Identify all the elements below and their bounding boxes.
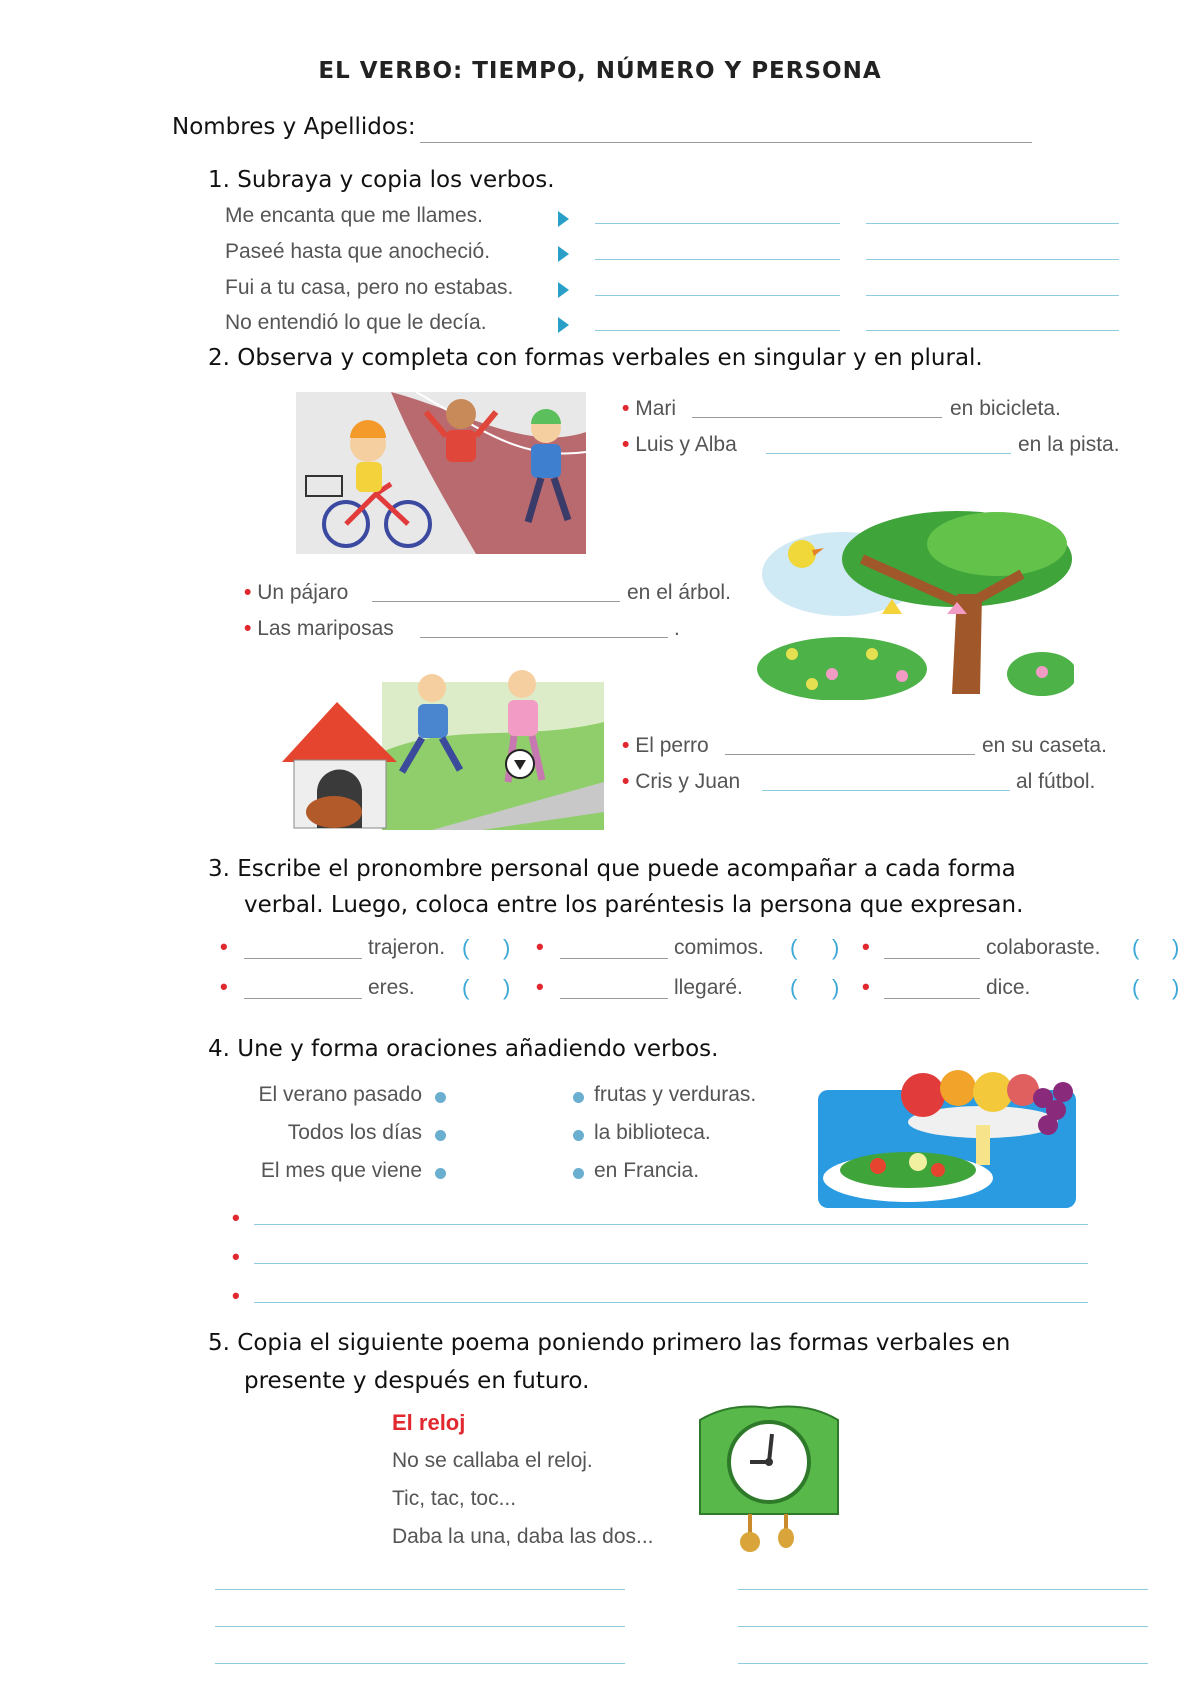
q1-answer-line[interactable] — [595, 259, 840, 260]
q3-pronoun-line[interactable] — [884, 998, 980, 999]
q1-answer-line[interactable] — [595, 223, 840, 224]
q3-paren-open: ( — [1132, 975, 1140, 1000]
q4-left-2: Todos los días — [287, 1121, 422, 1144]
bullet: • — [232, 1283, 240, 1308]
q3-verb: colaboraste. — [986, 936, 1101, 959]
q1-answer-line[interactable] — [866, 259, 1119, 260]
q2-answer-line[interactable] — [692, 417, 942, 418]
q3-verb: comimos. — [674, 936, 764, 959]
bullet: • — [232, 1244, 240, 1269]
q2-bikes-b-start: Luis y Alba — [635, 433, 737, 456]
q1-answer-line[interactable] — [595, 330, 840, 331]
q3-verb: eres. — [368, 976, 415, 999]
q5-heading-line1: 5. Copia el siguiente poema poniendo primero las formas verbales en — [208, 1330, 1011, 1356]
q4-right-3: en Francia. — [594, 1159, 700, 1182]
connector-dot[interactable] — [435, 1130, 446, 1141]
q2-bikes-b-end: en la pista. — [1018, 433, 1120, 456]
q2-bikes-a-start: Mari — [635, 397, 677, 420]
bullet: • — [622, 770, 630, 793]
name-field[interactable] — [420, 142, 1032, 143]
q5-copy-line[interactable] — [738, 1626, 1148, 1627]
q3-verb: dice. — [986, 976, 1031, 999]
q4-sentence-line[interactable] — [254, 1263, 1088, 1264]
q5-copy-line[interactable] — [215, 1626, 625, 1627]
poem-line-1: No se callaba el reloj. — [392, 1449, 593, 1472]
q1-answer-line[interactable] — [866, 295, 1119, 296]
q1-answer-line[interactable] — [595, 295, 840, 296]
q4-sentence-line[interactable] — [254, 1302, 1088, 1303]
bullet: • — [220, 974, 228, 999]
q4-left-1: El verano pasado — [258, 1083, 422, 1106]
page-title: EL VERBO: TIEMPO, NÚMERO Y PERSONA — [318, 58, 882, 84]
q1-arrow-icon — [558, 211, 569, 227]
q3-pronoun-line[interactable] — [560, 998, 668, 999]
bullet: • — [232, 1205, 240, 1230]
cycling-children-illustration — [296, 392, 586, 554]
q1-arrow-icon — [558, 246, 569, 262]
q3-paren-close: ) — [1172, 935, 1180, 960]
q2-answer-line[interactable] — [420, 637, 668, 638]
q2-answer-line[interactable] — [762, 790, 1010, 791]
bullet: • — [220, 934, 228, 959]
q1-sentence-4: No entendió lo que le decía. — [225, 311, 487, 334]
clock-illustration — [690, 1402, 848, 1554]
q3-heading-line1: 3. Escribe el pronombre personal que puede acompañar a cada forma — [208, 856, 1016, 882]
connector-dot[interactable] — [435, 1092, 446, 1103]
q5-heading-line2: presente y después en futuro. — [244, 1368, 590, 1394]
q3-paren-close: ) — [503, 935, 511, 960]
bullet: • — [622, 397, 630, 420]
bullet: • — [622, 433, 630, 456]
q5-copy-line[interactable] — [738, 1589, 1148, 1590]
q2-dog-a-end: en su caseta. — [982, 734, 1107, 757]
q4-heading: 4. Une y forma oraciones añadiendo verbos. — [208, 1036, 719, 1062]
q3-pronoun-line[interactable] — [244, 998, 362, 999]
q1-arrow-icon — [558, 317, 569, 333]
q1-answer-line[interactable] — [866, 330, 1119, 331]
q2-dog-a-start: El perro — [635, 734, 709, 757]
q3-pronoun-line[interactable] — [560, 958, 668, 959]
poem-title: El reloj — [392, 1410, 466, 1435]
q1-heading: 1. Subraya y copia los verbos. — [208, 167, 555, 193]
q2-answer-line[interactable] — [725, 754, 975, 755]
poem-line-3: Daba la una, daba las dos... — [392, 1525, 654, 1548]
q3-pronoun-line[interactable] — [884, 958, 980, 959]
q1-sentence-1: Me encanta que me llames. — [225, 204, 483, 227]
bullet: • — [536, 934, 544, 959]
q3-paren-close: ) — [1172, 975, 1180, 1000]
q1-sentence-2: Paseé hasta que anocheció. — [225, 240, 491, 263]
bullet: • — [244, 617, 252, 640]
q5-copy-line[interactable] — [215, 1663, 625, 1664]
bullet: • — [244, 581, 252, 604]
q3-verb: trajeron. — [368, 936, 446, 959]
q3-paren-open: ( — [790, 935, 798, 960]
connector-dot[interactable] — [573, 1092, 584, 1103]
q2-tree-a-end: en el árbol. — [627, 581, 731, 604]
bullet: • — [862, 934, 870, 959]
q2-heading: 2. Observa y completa con formas verbales en singular y en plural. — [208, 345, 983, 371]
name-label: Nombres y Apellidos: — [172, 114, 416, 140]
q4-sentence-line[interactable] — [254, 1224, 1088, 1225]
q3-heading-line2: verbal. Luego, coloca entre los paréntesis la persona que expresan. — [244, 892, 1024, 918]
q3-verb: llegaré. — [674, 976, 743, 999]
bullet: • — [536, 974, 544, 999]
tree-bird-illustration — [752, 504, 1074, 700]
q4-right-2: la biblioteca. — [594, 1121, 711, 1144]
q3-paren-open: ( — [462, 975, 470, 1000]
q3-paren-close: ) — [832, 935, 840, 960]
connector-dot[interactable] — [435, 1168, 446, 1179]
q5-copy-line[interactable] — [738, 1663, 1148, 1664]
q2-answer-line[interactable] — [766, 453, 1011, 454]
connector-dot[interactable] — [573, 1130, 584, 1141]
fruit-salad-illustration — [818, 1070, 1078, 1208]
q4-right-1: frutas y verduras. — [594, 1083, 757, 1106]
q5-copy-line[interactable] — [215, 1589, 625, 1590]
q3-paren-open: ( — [790, 975, 798, 1000]
q2-dog-b-end: al fútbol. — [1016, 770, 1096, 793]
q3-paren-close: ) — [832, 975, 840, 1000]
bullet: • — [622, 734, 630, 757]
q4-left-3: El mes que viene — [260, 1159, 422, 1182]
q2-tree-b-start: Las mariposas — [257, 617, 394, 640]
connector-dot[interactable] — [573, 1168, 584, 1179]
q3-paren-close: ) — [503, 975, 511, 1000]
q2-tree-b-end: . — [674, 617, 680, 640]
bullet: • — [862, 974, 870, 999]
q3-paren-open: ( — [462, 935, 470, 960]
q2-tree-a-start: Un pájaro — [257, 581, 349, 604]
dog-soccer-illustration — [282, 662, 604, 830]
q2-answer-line[interactable] — [372, 601, 620, 602]
q2-bikes-a-end: en bicicleta. — [950, 397, 1061, 420]
q1-sentence-3: Fui a tu casa, pero no estabas. — [225, 276, 514, 299]
q3-pronoun-line[interactable] — [244, 958, 362, 959]
q3-paren-open: ( — [1132, 935, 1140, 960]
q1-arrow-icon — [558, 282, 569, 298]
q1-answer-line[interactable] — [866, 223, 1119, 224]
q2-dog-b-start: Cris y Juan — [635, 770, 741, 793]
poem-line-2: Tic, tac, toc... — [392, 1487, 517, 1510]
